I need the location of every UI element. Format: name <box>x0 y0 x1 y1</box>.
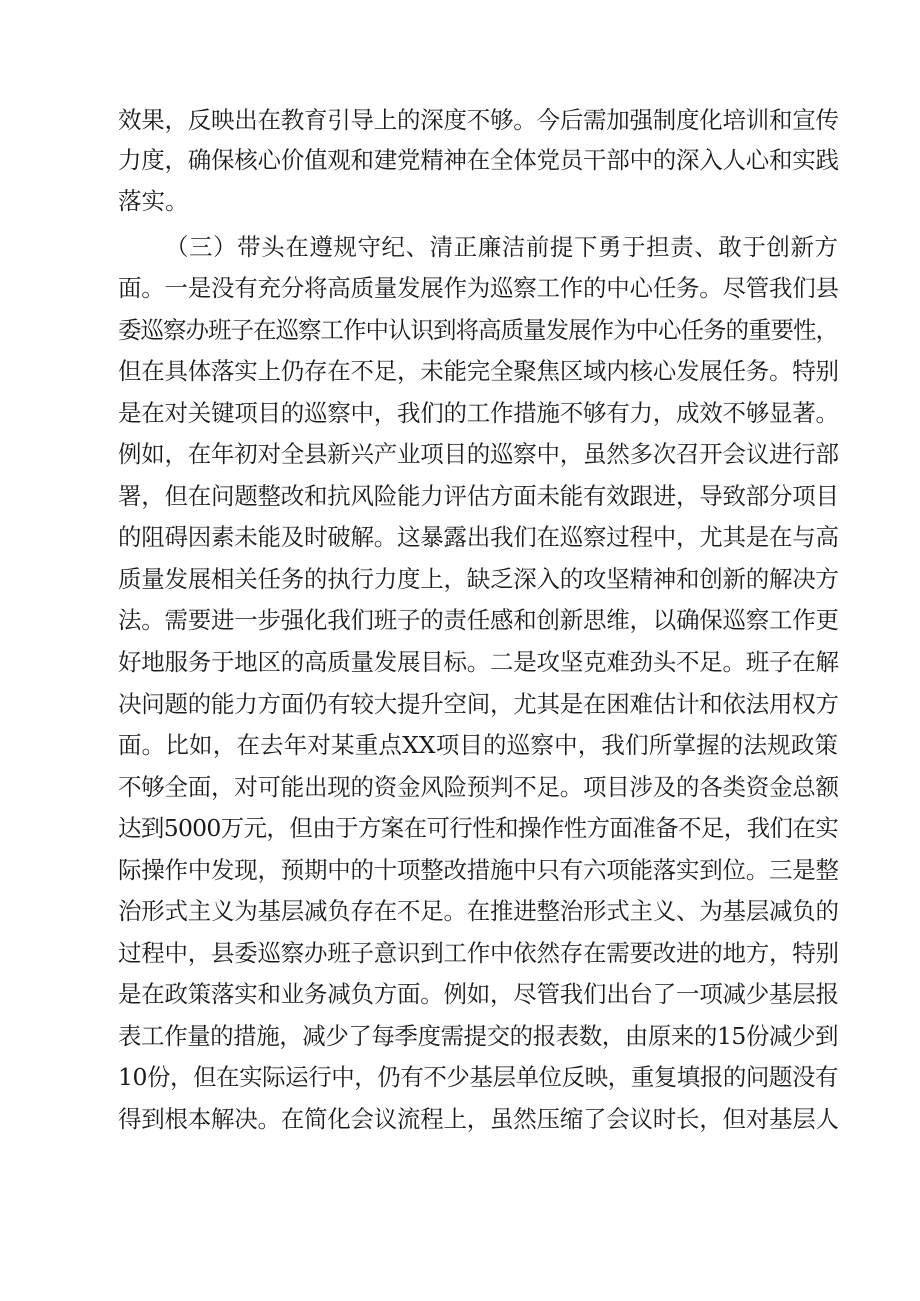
text-line: 的阻碍因素未能及时破解。这暴露出我们在巡察过程中，尤其是在与高 <box>118 523 839 551</box>
text-line: 面。一是没有充分将高质量发展作为巡察工作的中心任务。尽管我们县 <box>118 274 839 302</box>
text-line: 质量发展相关任务的执行力度上，缺乏深入的攻坚精神和创新的解决方 <box>118 565 839 593</box>
text-line: 是在对关键项目的巡察中，我们的工作措施不够有力，成效不够显著。 <box>118 399 839 427</box>
text-line: 例如，在年初对全县新兴产业项目的巡察中，虽然多次召开会议进行部 <box>118 440 839 468</box>
text-line: 委巡察办班子在巡察工作中认识到将高质量发展作为中心任务的重要性， <box>118 316 838 344</box>
text-line: 表工作量的措施，减少了每季度需提交的报表数，由原来的15份减少到 <box>118 1022 838 1050</box>
section-heading-line: （三）带头在遵规守纪、清正廉洁前提下勇于担责、敢于创新方 <box>165 233 838 261</box>
text-line: 治形式主义为基层减负存在不足。在推进整治形式主义、为基层减负的 <box>118 897 839 925</box>
text-line: 面。比如，在去年对某重点XX项目的巡察中，我们所掌握的法规政策 <box>118 731 838 759</box>
text-line: 不够全面，对可能出现的资金风险预判不足。项目涉及的各类资金总额 <box>118 773 839 801</box>
text-line: 是在政策落实和业务减负方面。例如，尽管我们出台了一项减少基层报 <box>118 980 839 1008</box>
text-line: 好地服务于地区的高质量发展目标。二是攻坚克难劲头不足。班子在解 <box>118 648 839 676</box>
text-line: 但在具体落实上仍存在不足，未能完全聚焦区域内核心发展任务。特别 <box>118 357 839 385</box>
text-line: 署，但在问题整改和抗风险能力评估方面未能有效跟进，导致部分项目 <box>118 482 839 510</box>
text-line: 过程中，县委巡察办班子意识到工作中依然存在需要改进的地方，特别 <box>118 939 839 967</box>
text-line: 法。需要进一步强化我们班子的责任感和创新思维，以确保巡察工作更 <box>118 606 839 634</box>
text-line: 达到5000万元，但由于方案在可行性和操作性方面准备不足，我们在实 <box>118 814 838 842</box>
text-line: 效果，反映出在教育引导上的深度不够。今后需加强制度化培训和宣传 <box>118 106 839 134</box>
text-line: 得到根本解决。在简化会议流程上，虽然压缩了会议时长，但对基层人 <box>118 1105 839 1133</box>
text-line: 10份，但在实际运行中，仍有不少基层单位反映，重复填报的问题没有 <box>118 1063 838 1091</box>
text-line: 际操作中发现，预期中的十项整改措施中只有六项能落实到位。三是整 <box>118 856 839 884</box>
text-line: 决问题的能力方面仍有较大提升空间，尤其是在困难估计和依法用权方 <box>118 690 839 718</box>
text-line: 落实。 <box>118 187 189 215</box>
text-line: 力度，确保核心价值观和建党精神在全体党员干部中的深入人心和实践 <box>118 146 839 174</box>
